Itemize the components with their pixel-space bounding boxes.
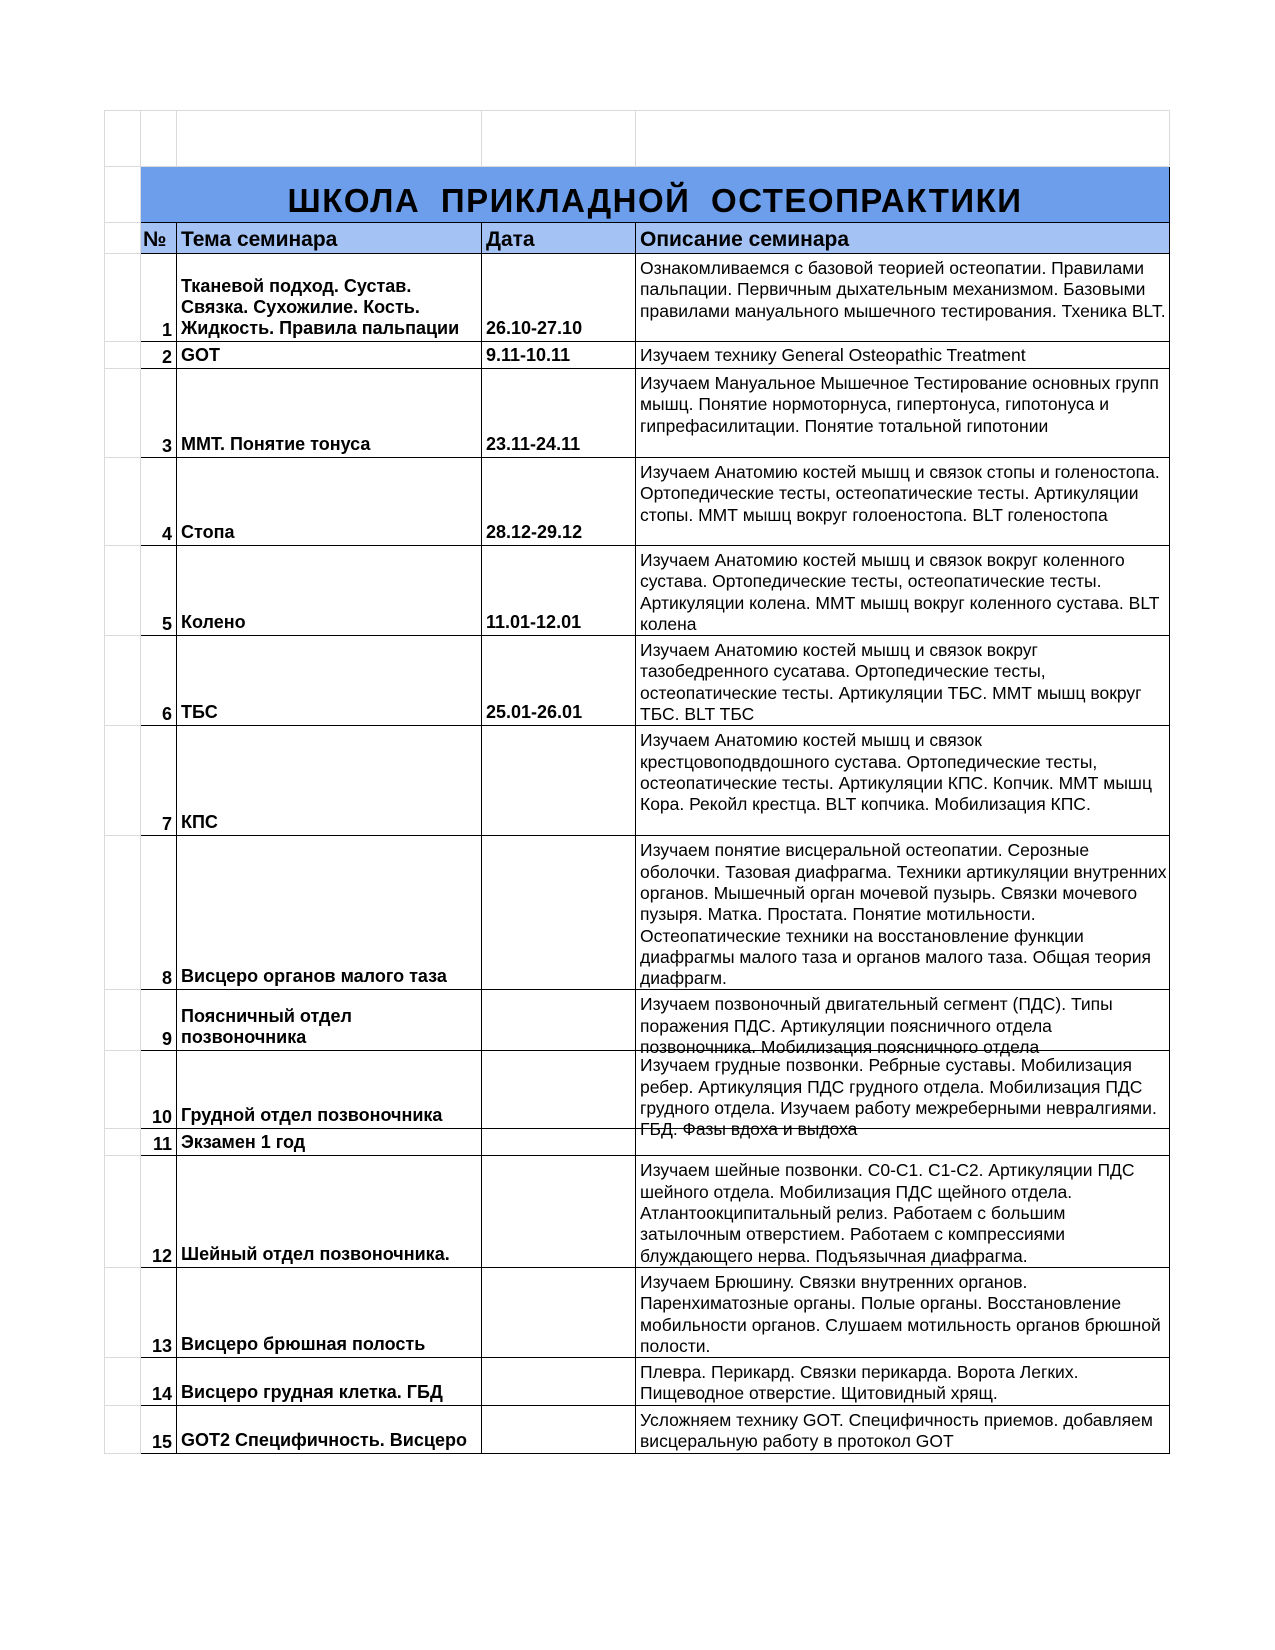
row-topic[interactable]: Висцеро органов малого таза	[177, 836, 482, 990]
row-description-cell[interactable]	[636, 990, 1170, 1058]
column-header-date[interactable]: Дата	[482, 223, 636, 254]
row-description-cell[interactable]	[636, 1051, 1170, 1140]
row-date[interactable]	[482, 1406, 636, 1454]
row-description[interactable]: Изучаем Брюшину. Связки внутренних органов. Паренхиматозные органы. Полые органы. Восстановление мобильности органов. Слушаем мотильность органов брюшной полости.	[636, 1267, 1170, 1357]
row-topic[interactable]: GOT2 Специфичность. Висцеро	[177, 1406, 482, 1454]
table-row	[105, 1156, 1170, 1267]
row-date[interactable]: 25.01-26.01	[482, 636, 636, 726]
row-number[interactable]: 3	[141, 369, 177, 458]
table-row	[105, 1406, 1170, 1454]
row-date[interactable]: 26.10-27.10	[482, 254, 636, 342]
row-topic[interactable]: КПС	[177, 726, 482, 836]
row-date[interactable]	[482, 1358, 636, 1406]
row-number[interactable]: 13	[141, 1267, 177, 1357]
row-date[interactable]	[482, 836, 636, 990]
row-topic[interactable]: GOT	[177, 342, 482, 369]
row-number[interactable]: 6	[141, 636, 177, 726]
row-number[interactable]: 1	[141, 254, 177, 342]
row-date[interactable]	[482, 726, 636, 836]
sheet-title: ШКОЛА ПРИКЛАДНОЙ ОСТЕОПРАКТИКИ	[287, 182, 1023, 219]
row-topic[interactable]: Шейный отдел позвоночника.	[177, 1156, 482, 1267]
table-row	[105, 636, 1170, 726]
row-number[interactable]: 7	[141, 726, 177, 836]
table-row	[105, 836, 1170, 990]
row-number[interactable]: 11	[141, 1129, 177, 1156]
row-number[interactable]: 15	[141, 1406, 177, 1454]
row-description[interactable]: Изучаем технику General Osteopathic Treatment	[636, 342, 1170, 369]
row-description[interactable]: Плевра. Перикард. Связки перикарда. Ворота Легких. Пищеводное отверстие. Щитовидный хрящ.	[636, 1358, 1170, 1406]
table-row	[105, 458, 1170, 546]
row-number[interactable]: 10	[141, 1051, 177, 1129]
column-header-num[interactable]: №	[141, 223, 177, 254]
row-date[interactable]	[482, 1051, 636, 1129]
row-description[interactable]: Изучаем понятие висцеральной остеопатии. Серозные оболочки. Тазовая диафрагма. Техники артикуляции внутренних органов. Мышечный орган мочевой пузырь. Связки мочевого пузыря. Матка. Простата. Понятие мотильности. Остеопатические техники на восстановление функции диафрагмы малого таза и органов малого таза. Общая теория диафрагм.	[636, 836, 1170, 990]
row-number[interactable]: 8	[141, 836, 177, 990]
row-number[interactable]: 9	[141, 990, 177, 1051]
row-topic[interactable]: Экзамен 1 год	[177, 1129, 482, 1156]
table-row	[105, 1051, 1170, 1129]
row-number[interactable]: 12	[141, 1156, 177, 1267]
sheet-title-cell[interactable]	[141, 167, 1170, 223]
row-number[interactable]: 4	[141, 458, 177, 546]
row-date[interactable]: 28.12-29.12	[482, 458, 636, 546]
spreadsheet-grid	[104, 110, 1170, 1454]
row-description[interactable]: Усложняем технику GOT. Специфичность приемов. добавляем висцеральную работу в протокол GOT	[636, 1406, 1170, 1454]
row-number[interactable]: 2	[141, 342, 177, 369]
row-date[interactable]: 9.11-10.11	[482, 342, 636, 369]
row-topic[interactable]: Тканевой подход. Сустав. Связка. Сухожилие. Кость. Жидкость. Правила пальпации	[177, 254, 482, 342]
row-description[interactable]: Изучаем Анатомию костей мышц и связок крестцовоподвдошного сустава. Ортопедические тесты, остеопатические тесты. Артикуляции КПС. Копчик. ММТ мышц Кора. Рекойл крестца. BLT копчика. Мобилизация КПС.	[636, 726, 1170, 836]
row-number[interactable]: 14	[141, 1358, 177, 1406]
table-row	[105, 726, 1170, 836]
row-description[interactable]: Ознакомливаемся с базовой теорией остеопатии. Правилами пальпации. Первичным дыхательным механизмом. Базовыми правилами мануального мышечного тестирования. Тхеника BLT.	[636, 254, 1170, 342]
table-row	[105, 342, 1170, 369]
row-date[interactable]: 23.11-24.11	[482, 369, 636, 458]
column-header-topic[interactable]: Тема семинара	[177, 223, 482, 254]
row-date[interactable]	[482, 1156, 636, 1267]
row-topic[interactable]: Колено	[177, 546, 482, 636]
table-row	[105, 254, 1170, 342]
table-row	[105, 546, 1170, 636]
row-topic[interactable]: ММТ. Понятие тонуса	[177, 369, 482, 458]
row-description: Изучаем грудные позвонки. Ребрные суставы. Мобилизация ребер. Артикуляция ПДС грудного отдела. Мобилизация ПДС грудного отдела. Изучаем работу межреберными невралгиями. ГБД. Фазы вдоха и выдоха	[640, 1055, 1157, 1140]
table-row	[105, 369, 1170, 458]
row-topic[interactable]: ТБС	[177, 636, 482, 726]
row-date[interactable]	[482, 1267, 636, 1357]
row-topic[interactable]: Стопа	[177, 458, 482, 546]
table-row	[105, 1267, 1170, 1357]
row-topic[interactable]: Висцеро брюшная полость	[177, 1267, 482, 1357]
row-description[interactable]: Изучаем Анатомию костей мышц и связок вокруг тазобедренного сусатава. Ортопедические тесты, остеопатические тесты. Артикуляции ТБС. ММТ мышц вокруг ТБС. BLT ТБС	[636, 636, 1170, 726]
table-row	[105, 1129, 1170, 1156]
table-row	[105, 1358, 1170, 1406]
row-description[interactable]: Изучаем Анатомию костей мышц и связок стопы и голеностопа. Ортопедические тесты, остеопатические тесты. Артикуляции стопы. ММТ мышц вокруг голоеностопа. BLT голеностопа	[636, 458, 1170, 546]
row-description[interactable]: Изучаем шейные позвонки. С0-С1. С1-С2. Артикуляции ПДС шейного отдела. Мобилизация ПДС щейного отдела. Атлантоокципитальный релиз. Работаем с большим затылочным отверстием. Работаем с компрессиями блуждающего нерва. Подъязычная диафрагма.	[636, 1156, 1170, 1267]
row-date[interactable]	[482, 990, 636, 1051]
row-description[interactable]: Изучаем Мануальное Мышечное Тестирование основных групп мышц. Понятие нормоторнуса, гипертонуса, гипотонуса и гипрефасилитации. Понятие тотальной гипотонии	[636, 369, 1170, 458]
row-date[interactable]	[482, 1129, 636, 1156]
column-header-description[interactable]: Описание семинара	[636, 223, 1170, 254]
row-topic[interactable]: Грудной отдел позвоночника	[177, 1051, 482, 1129]
row-description[interactable]: Изучаем Анатомию костей мышц и связок вокруг коленного сустава. Ортопедические тесты, остеопатические тесты. Артикуляции колена. ММТ мышц вокруг коленного сустава. BLT колена	[636, 546, 1170, 636]
row-topic[interactable]: Поясничный отдел позвоночника	[177, 990, 482, 1051]
row-date[interactable]: 11.01-12.01	[482, 546, 636, 636]
row-topic[interactable]: Висцеро грудная клетка. ГБД	[177, 1358, 482, 1406]
table-row	[105, 990, 1170, 1051]
row-description: Изучаем позвоночный двигательный сегмент (ПДС). Типы поражения ПДС. Артикуляции поясничного отдела позвоночника. Мобилизация поясничного отдела	[640, 994, 1113, 1058]
row-number[interactable]: 5	[141, 546, 177, 636]
